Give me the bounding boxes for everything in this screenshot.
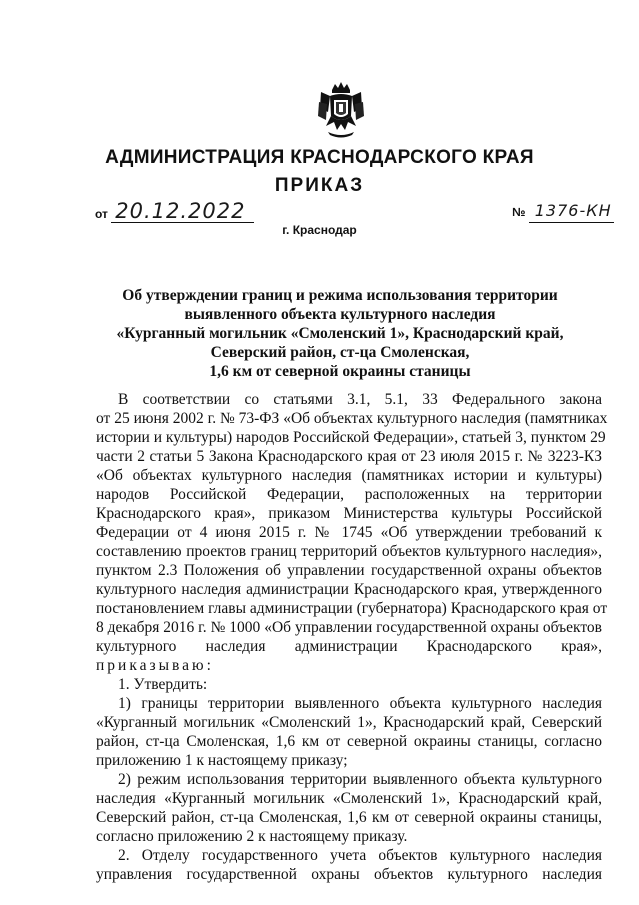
date-label: от [95, 207, 108, 221]
number-row [512, 201, 614, 223]
date-value: 20.12.2022 [111, 201, 253, 223]
body-line: пунктом 2.3 Положения об управлении государственной охраны объектов [96, 562, 602, 579]
body-line: район, ст-ца Смоленская, 1,6 км от северной окраины станицы, согласно [96, 733, 602, 750]
number-label: № [512, 205, 526, 219]
body-line: В соответствии со статьями 3.1, 5.1, 33 Федерального закона [118, 391, 602, 408]
body-line: культурного наследия администрации Краснодарского края, утвержденного [96, 581, 602, 598]
document-title [80, 286, 600, 381]
body-line: 2. Отделу государственного учета объектов культурного наследия [118, 847, 602, 864]
body-line: истории и культуры) народов Российской Федерации», статьей 3, пунктом 29 [96, 429, 606, 446]
organization-name: АДМИНИСТРАЦИЯ КРАСНОДАРСКОГО КРАЯ [105, 147, 534, 168]
body-line: народов Российской Федерации, расположенных на территории [96, 486, 602, 503]
coat-of-arms-icon [318, 82, 364, 138]
body-line: управления государственной охраны объектов культурного наследия [96, 866, 602, 883]
body-line: 1. Утвердить: [118, 676, 208, 693]
title-line: выявленного объекта культурного наследия [184, 306, 496, 323]
title-line: Северский район, ст-ца Смоленская, [210, 344, 470, 361]
body-line: от 25 июня 2002 г. № 73-ФЗ «Об объектах культурного наследия (памятниках [96, 410, 608, 427]
title-line: «Курганный могильник «Смоленский 1», Краснодарский край, [116, 325, 564, 342]
title-line: Об утверждении границ и режима использования территории [122, 287, 558, 304]
body-line: «Об объектах культурного наследия (памятниках истории и культуры) [96, 467, 602, 484]
body-line: «Курганный могильник «Смоленский 1», Краснодарский край, Северский [96, 714, 602, 731]
body-line: Федерации от 4 июня 2015 г. № 1745 «Об утверждении требований к [96, 524, 602, 541]
body-line: согласно приложению 2 к настоящему приказу. [96, 828, 408, 845]
body-line: 1) границы территории выявленного объекта культурного наследия [118, 695, 602, 712]
document-type: ПРИКАЗ [274, 175, 365, 196]
date-row [95, 201, 254, 223]
body-line: составлению проектов границ территорий объектов культурного наследия», [96, 543, 602, 560]
body-line: Северский район, ст-ца Смоленская, 1,6 км от северной окраины станицы, [96, 809, 602, 826]
body-line: культурного наследия администрации Краснодарского края», [96, 638, 602, 655]
body-line: Краснодарского края», приказом Министерства культуры Российской [96, 505, 602, 522]
body-line: 8 декабря 2016 г. № 1000 «Об управлении государственной охраны объектов [96, 619, 602, 636]
body-line: части 2 статьи 5 Закона Краснодарского края от 23 июля 2015 г. № 3223-КЗ [96, 448, 602, 465]
body-line: постановлением главы администрации (губернатора) Краснодарского края от [96, 600, 608, 617]
city: г. Краснодар [282, 223, 357, 237]
body-line: приложению 1 к настоящему приказу; [96, 752, 348, 769]
body-line: наследия «Курганный могильник «Смоленский 1», Краснодарский край, [96, 790, 602, 807]
body-line: 2) режим использования территории выявленного объекта культурного [118, 771, 602, 788]
document-body [96, 390, 608, 884]
title-line: 1,6 км от северной окраины станицы [209, 363, 471, 380]
number-value: 1376-КН [529, 201, 614, 223]
body-line: приказываю: [96, 657, 214, 674]
